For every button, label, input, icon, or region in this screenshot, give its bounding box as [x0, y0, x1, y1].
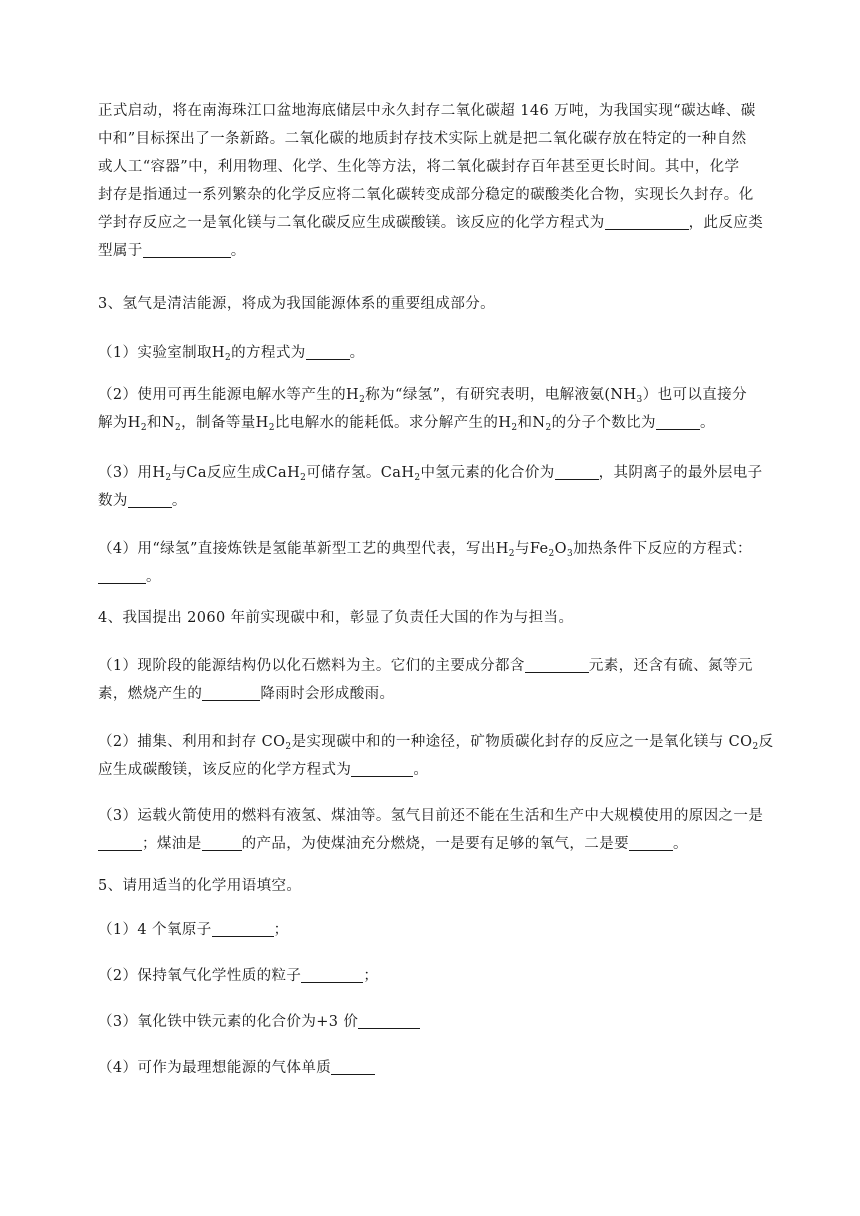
answer-blank[interactable]	[301, 966, 363, 983]
answer-blank[interactable]	[306, 343, 350, 360]
q5-sub1: （1）4 个氧原子 ；	[98, 922, 289, 938]
q2-line-5: 学封存反应之一是氧化镁与二氧化碳反应生成碳酸镁。该反应的化学方程式为 ，此反应类	[98, 215, 764, 231]
q3-sub4-line2: 。	[98, 563, 808, 591]
q5-sub2: （2）保持氧气化学性质的粒子 ；	[98, 968, 379, 984]
q2-line-1: 正式启动，将在南海珠江口盆地海底储层中永久封存二氧化碳超 146 万吨，为我国实现“碳达峰、碳	[98, 103, 756, 119]
q4-sub1-line1: （1）现阶段的能源结构仍以化石燃料为主。它们的主要成分都含 元素，还含有硫、氮等元	[98, 658, 753, 674]
q2-line-4: 封存是指通过一系列繁杂的化学反应将二氧化碳转变成部分稳定的碳酸类化合物，实现长久封存。化	[98, 187, 754, 203]
q4-sub2-line2: 应生成碳酸镁，该反应的化学方程式为 。	[98, 762, 429, 778]
q3-sub1: （1）实验室制取$H_2$的方程式为 。	[98, 345, 365, 363]
answer-blank[interactable]	[202, 834, 242, 851]
q2-line-3: 或人工“容器”中，利用物理、化学、生化等方法，将二氧化碳封存百年甚至更长时间。其中，化学	[98, 159, 740, 175]
answer-blank[interactable]	[555, 463, 599, 480]
answer-blank[interactable]	[128, 491, 172, 508]
answer-blank[interactable]	[143, 241, 231, 258]
q2-line-2: 中和”目标探出了一条新路。二氧化碳的地质封存技术实际上就是把二氧化碳存放在特定的一种自然	[98, 131, 747, 147]
answer-blank[interactable]	[605, 213, 689, 230]
answer-blank[interactable]	[98, 567, 146, 584]
q5-sub4: （4）可作为最理想能源的气体单质	[98, 1054, 808, 1082]
answer-blank[interactable]	[629, 834, 673, 851]
answer-blank[interactable]	[358, 1012, 420, 1029]
q3-sub2-line2: 解为$H_2$和$N_2$，制备等量$H_2$比电解水的能耗低。求分解产生的$H_2$和$N_2$的分子个数比为 。	[98, 415, 715, 433]
q3-sub3-line2: 数为 。	[98, 493, 187, 509]
answer-blank[interactable]	[212, 920, 274, 937]
q3-sub2-line1: （2）使用可再生能源电解水等产生的$H_2$称为“绿氢”，有研究表明，电解液氨$(NH_3)$也可以直接分	[98, 387, 747, 405]
q3-title: 3、氢气是清洁能源，将成为我国能源体系的重要组成部分。	[98, 296, 496, 312]
q4-sub2-line1: （2）捕集、利用和封存 $CO_2$是实现碳中和的一种途径，矿物质碳化封存的反应之一是氧化镁与 $CO_2$反	[98, 734, 774, 752]
answer-blank[interactable]	[656, 413, 700, 430]
q4-sub3-line1: （3）运载火箭使用的燃料有液氢、煤油等。氢气目前还不能在生活和生产中大规模使用的原因之一是	[98, 808, 764, 824]
answer-blank[interactable]	[351, 760, 413, 777]
q2-line-6: 型属于 。	[98, 243, 246, 259]
answer-blank[interactable]	[202, 684, 260, 701]
q4-title: 4、我国提出 2060 年前实现碳中和，彰显了负责任大国的作为与担当。	[98, 610, 574, 626]
answer-blank[interactable]	[98, 834, 142, 851]
q3-sub3-line1: （3）用$H_2$与Ca反应生成CaH$_2$可储存氢。CaH$_2$中氢元素的化合价为 ，其阴离子的最外层电子	[98, 465, 763, 483]
q4-sub3-line2: ；煤油是 的产品，为使煤油充分燃烧，一是要有足够的氧气，二是要 。	[98, 830, 808, 858]
answer-blank[interactable]	[525, 656, 589, 673]
q4-sub1-line2: 素，燃烧产生的 降雨时会形成酸雨。	[98, 686, 395, 702]
q3-sub4-line1: （4）用“绿氢”直接炼铁是氢能革新型工艺的典型代表，写出$H_2$与$Fe_2O_3$加热条件下反应的方程式：	[98, 541, 752, 559]
q5-title: 5、请用适当的化学用语填空。	[98, 878, 302, 894]
q5-sub3: （3）氧化铁中铁元素的化合价为+3 价	[98, 1008, 808, 1036]
answer-blank[interactable]	[331, 1058, 375, 1075]
